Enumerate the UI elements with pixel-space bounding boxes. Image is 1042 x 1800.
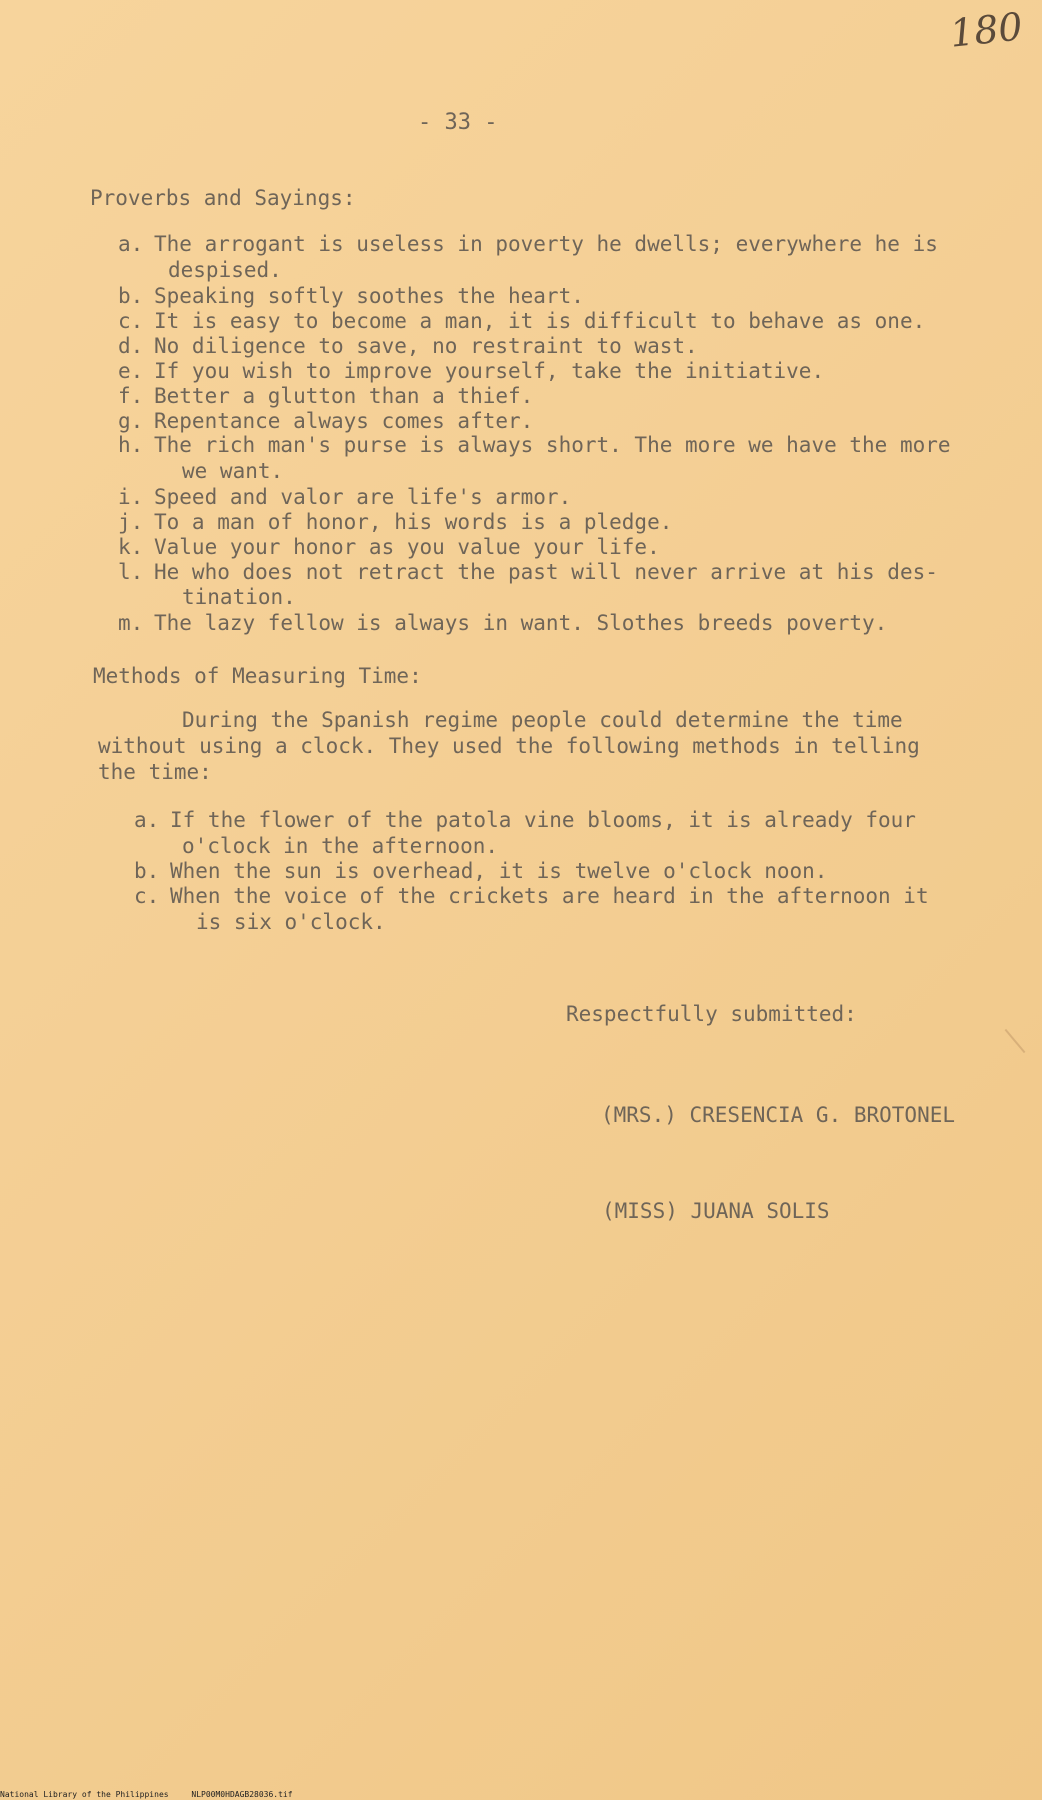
respectfully-submitted: Respectfully submitted: [566,1002,857,1026]
list-item-continuation: is six o'clock. [196,910,386,934]
list-item: l. He who does not retract the past will never arrive at his des- [118,560,938,584]
list-item-continuation: despised. [168,258,282,282]
list-item: g. Repentance always comes after. [118,409,534,433]
signer-name: (MISS) JUANA SOLIS [602,1199,830,1223]
list-item: d. No diligence to save, no restraint to wast. [118,334,698,358]
list-item: b. When the sun is overhead, it is twelve o'clock noon. [134,859,828,883]
page-number: - 33 - [418,110,498,135]
methods-heading: Methods of Measuring Time: [93,664,422,688]
footer-file: NLP00M0HDAGB28036.tif [191,1790,293,1799]
list-item: b. Speaking softly soothes the heart. [118,284,584,308]
list-item: j. To a man of honor, his words is a pledge. [118,510,673,534]
paper-mark [1005,1029,1026,1053]
proverbs-heading: Proverbs and Sayings: [90,186,356,210]
list-item: c. When the voice of the crickets are heard in the afternoon it [134,884,929,908]
list-item-continuation: tination. [182,585,296,609]
list-item: i. Speed and valor are life's armor. [118,485,572,509]
methods-intro-line: the time: [98,760,212,784]
methods-intro-line: without using a clock. They used the following methods in telling [98,734,920,758]
list-item: k. Value your honor as you value your life. [118,535,660,559]
list-item: a. If the flower of the patola vine blooms, it is already four [134,808,916,832]
footer-library: National Library of the Philippines [0,1790,169,1799]
methods-intro-line: During the Spanish regime people could determine the time [182,708,903,732]
list-item-continuation: we want. [182,459,284,483]
list-item: a. The arrogant is useless in poverty he dwells; everywhere he is [118,232,938,256]
list-item: e. If you wish to improve yourself, take the initiative. [118,359,825,383]
archive-footer [0,1790,311,1799]
list-item: h. The rich man's purse is always short. The more we have the more [118,433,951,457]
list-item-continuation: o'clock in the afternoon. [182,834,499,858]
list-item: m. The lazy fellow is always in want. Slothes breeds poverty. [118,611,888,635]
handwritten-page-number: 180 [947,4,1025,56]
list-item: f. Better a glutton than a thief. [118,384,534,408]
list-item: c. It is easy to become a man, it is difficult to behave as one. [118,309,926,333]
signer-name: (MRS.) CRESENCIA G. BROTONEL [601,1103,956,1127]
